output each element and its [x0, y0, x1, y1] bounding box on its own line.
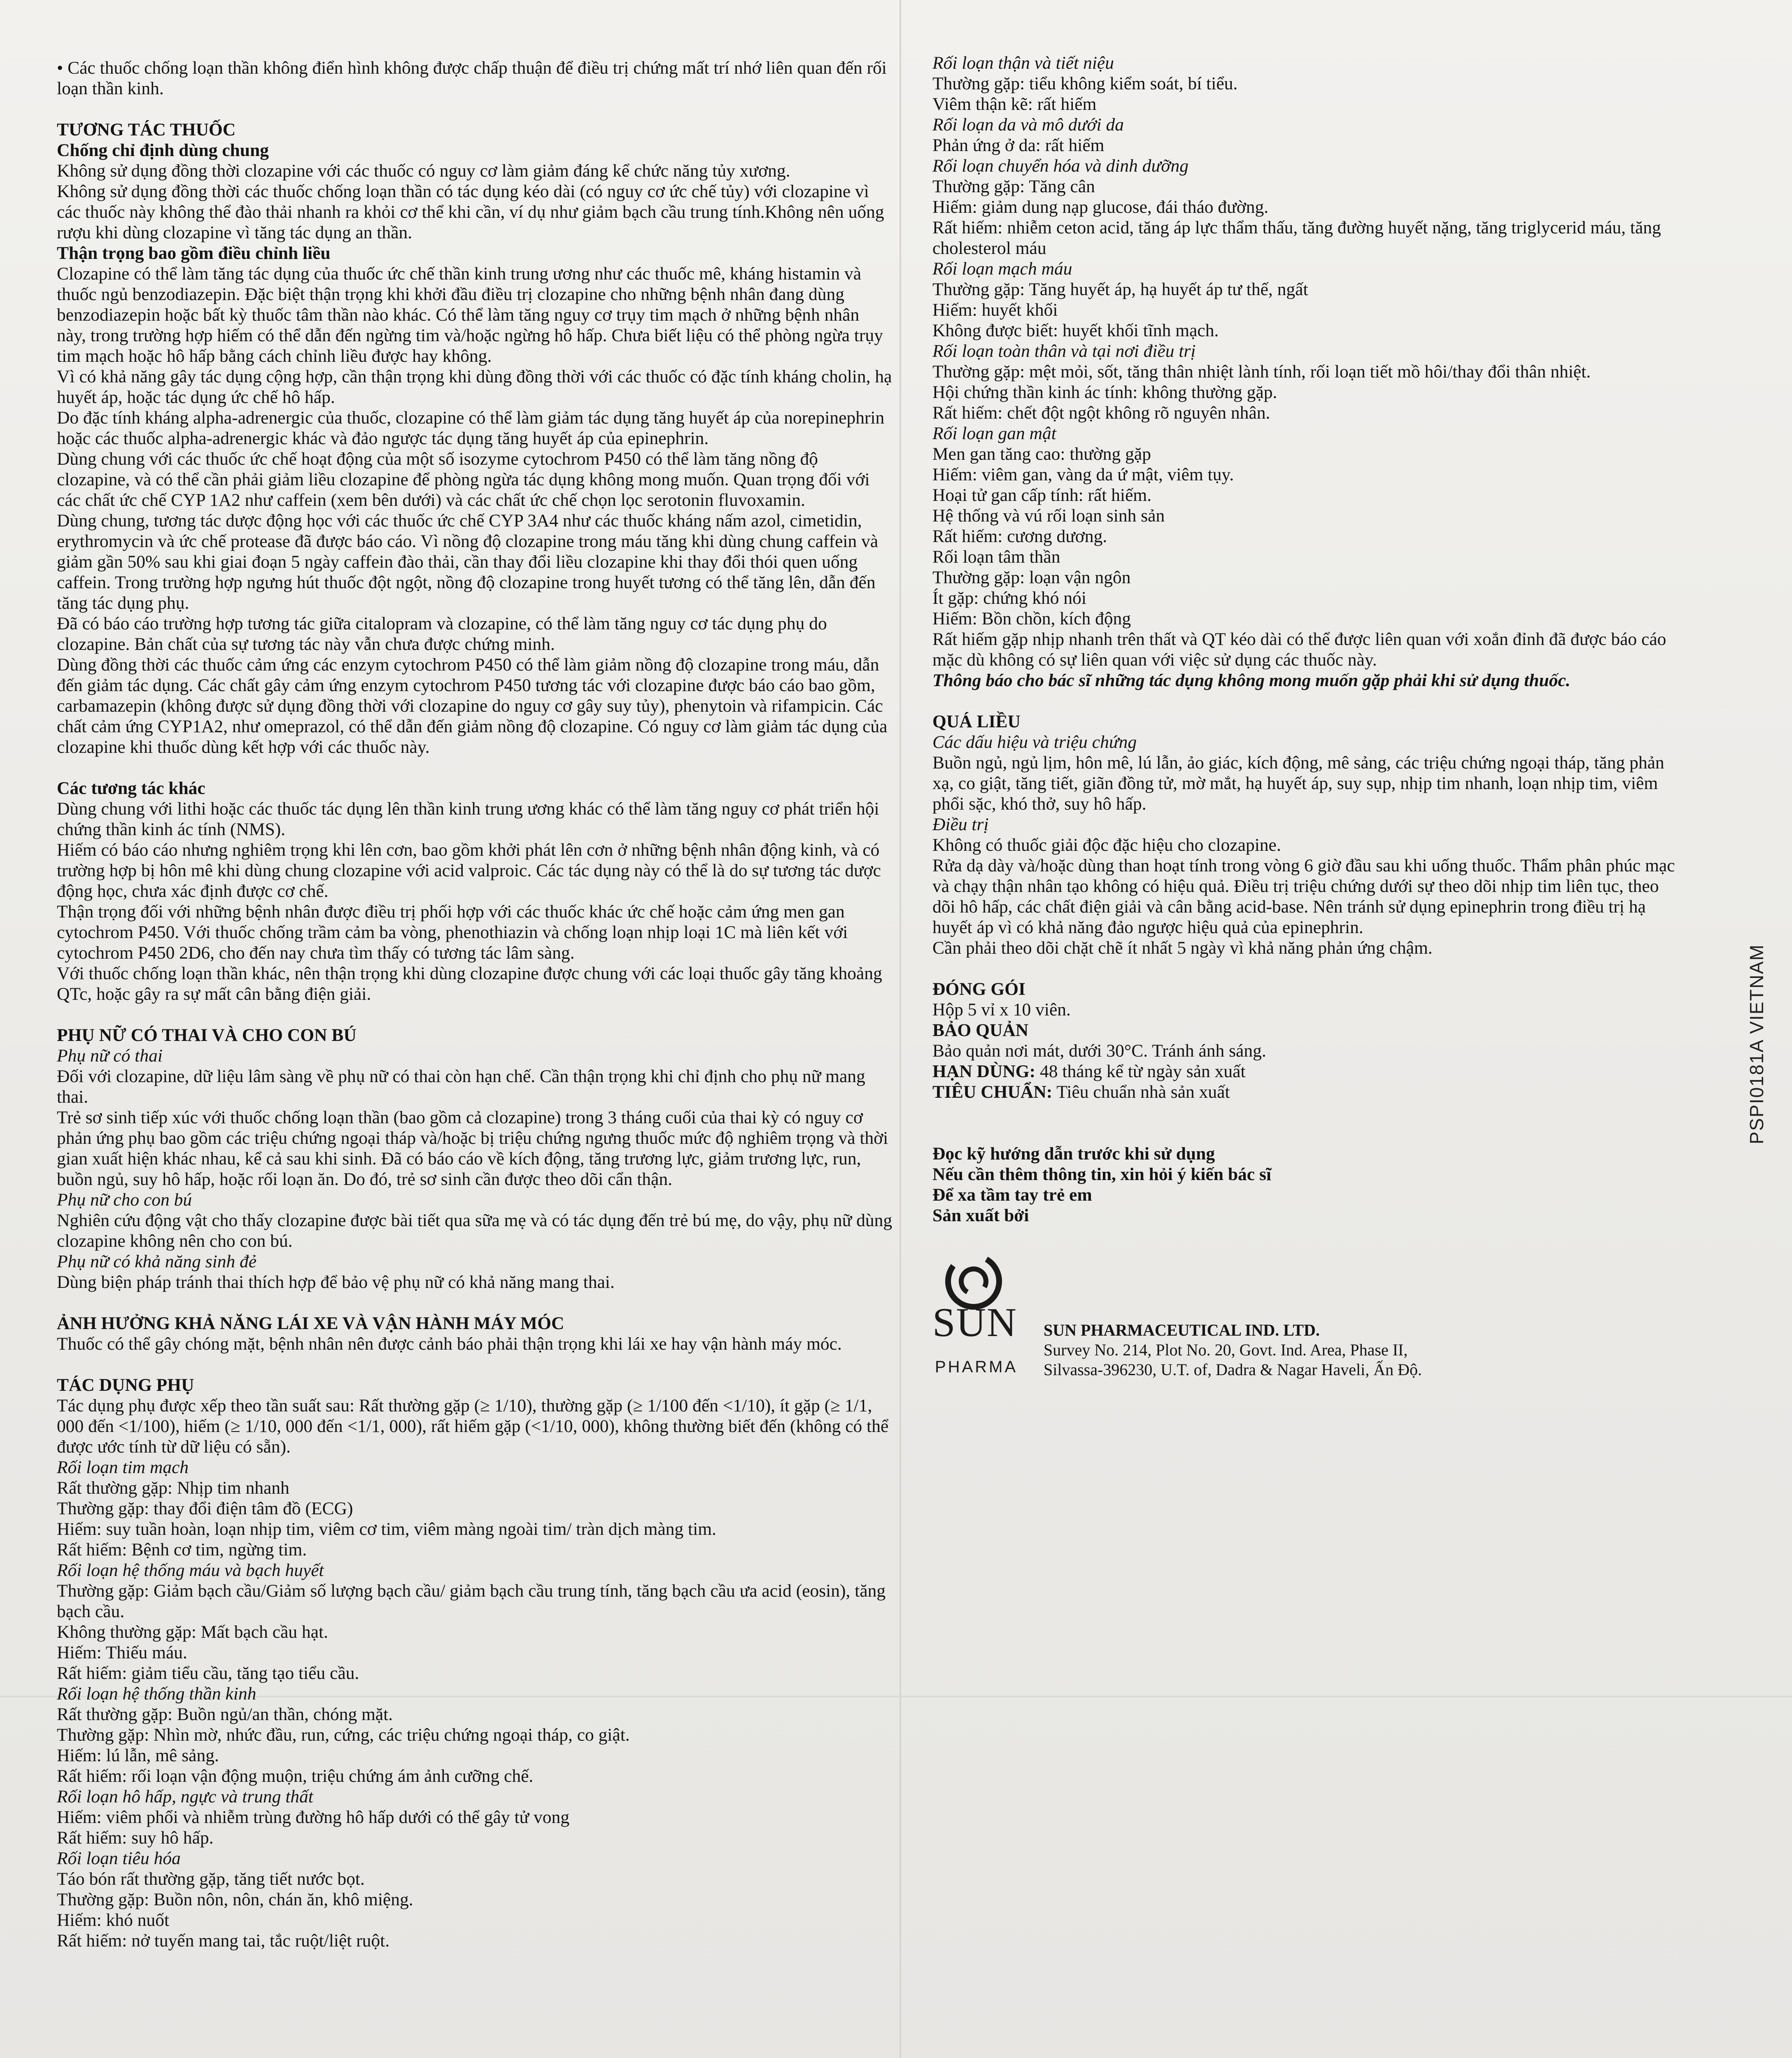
overdose-treatment-paragraph: Cần phải theo dõi chặt chẽ ít nhất 5 ngày vì khả năng phản ứng chậm.: [932, 938, 1433, 958]
warning-line: Đọc kỹ hướng dẫn trước khi sử dụng: [932, 1144, 1215, 1164]
overdose-treatment-paragraph: Không có thuốc giải độc đặc hiệu cho clozapine.: [932, 835, 1281, 855]
adverse-line: Không được biết: huyết khối tĩnh mạch.: [932, 321, 1219, 340]
standard-value: Tiêu chuẩn nhà sản xuất: [1052, 1082, 1230, 1102]
adverse-line: Hiếm: viêm phổi và nhiễm trùng đường hô hấp dưới có thể gây tử vong: [57, 1807, 570, 1827]
adverse-line: Hiếm: khó nuốt: [57, 1910, 170, 1930]
other-interactions-paragraph: Thận trọng đối với những bệnh nhân được điều trị phối hợp với các thuốc khác ức chế hoặc cảm ứng men gan cytochrom P450. Với thuốc chống trầm cảm ba vòng, phenothiazin và chống loạn nhịp loại 1C mà liên kết với cytochrom P450 2D6, cho đến nay chưa tìm thấy có tương tác lâm sàng.: [57, 902, 848, 963]
neuro-heading: Rối loạn hệ thống thần kinh: [57, 1684, 256, 1704]
company-name: SUN PHARMACEUTICAL IND. LTD.: [1044, 1321, 1320, 1339]
overdose-treatment-heading: Điều trị: [932, 815, 989, 834]
adverse-line: Hội chứng thần kinh ác tính: không thường gặp.: [932, 382, 1277, 402]
overdose-treatment-paragraph: Rửa dạ dày và/hoặc dùng than hoạt tính trong vòng 6 giờ đầu sau khi uống thuốc. Thẩm phân phúc mạc và chạy thận nhân tạo không có hiệu quả. Điều trị triệu chứng dưới sự theo dõi nhịp tim liên tục, theo dõi hô hấp, các chất điện giải và cân bằng acid-base. Nên tránh sử dụng epinephrin trong điều trị hạ huyết áp vì có khả năng đảo ngược hiệu quả của epinephrin.: [932, 856, 1675, 937]
adverse-line: Thường gặp: mệt mỏi, sốt, tăng thân nhiệt lành tính, rối loạn tiết mồ hôi/thay đổi thân nhiệt.: [932, 362, 1591, 382]
metabolism-heading: Rối loạn chuyển hóa và dinh dưỡng: [932, 156, 1188, 176]
shelf-life-line: [932, 1061, 1686, 1082]
overdose-signs-paragraph: Buồn ngủ, ngủ lịm, hôn mê, lú lẫn, ảo giác, kích động, mê sảng, các triệu chứng ngoại tháp, tăng phản xạ, co giật, tăng tiết, giãn đồng tử, mờ mắt, hạ huyết áp, suy sụp, nhịp tim nhanh, loạn nhịp tim, viêm phổi sặc, khó thở, suy hô hấp.: [932, 753, 1664, 814]
driving-paragraph: Thuốc có thể gây chóng mặt, bệnh nhân nên được cảnh báo phải thận trọng khi lái xe hay vận hành máy móc.: [57, 1334, 842, 1354]
adverse-line: Rất hiếm: cương dương.: [932, 526, 1107, 546]
lactation-paragraph: Nghiên cứu động vật cho thấy clozapine được bài tiết qua sữa mẹ và có tác dụng đến trẻ bú mẹ, do vậy, phụ nữ dùng clozapine không nên cho con bú.: [57, 1211, 893, 1251]
other-interactions-paragraph: Dùng chung với lithi hoặc các thuốc tác dụng lên thần kinh trung ương khác có thể làm tăng nguy cơ phát triển hội chứng thần kinh ác tính (NMS).: [57, 799, 879, 839]
logo-sun-text: SUN: [932, 1299, 1018, 1345]
adverse-line: Hiếm: Thiếu máu.: [57, 1643, 187, 1662]
adverse-line: Rất hiếm: Bệnh cơ tim, ngừng tim.: [57, 1540, 307, 1560]
caution-heading: Thận trọng bao gồm điều chỉnh liều: [57, 243, 331, 263]
overdose-signs-heading: Các dấu hiệu và triệu chứng: [932, 732, 1137, 752]
adverse-line: Hiếm: Bồn chồn, kích động: [932, 609, 1131, 629]
adverse-line: Thường gặp: loạn vận ngôn: [932, 568, 1131, 587]
fertility-heading: Phụ nữ có khả năng sinh đẻ: [57, 1252, 257, 1271]
adverse-line: Thường gặp: Tăng cân: [932, 177, 1095, 196]
gi-heading: Rối loạn tiêu hóa: [57, 1848, 181, 1868]
interactions-heading: TƯƠNG TÁC THUỐC: [57, 120, 236, 140]
adverse-line: Ít gặp: chứng khó nói: [932, 588, 1086, 608]
warning-line: Để xa tầm tay trẻ em: [932, 1185, 1092, 1205]
left-column: [57, 58, 893, 1951]
other-interactions-paragraph: Với thuốc chống loạn thần khác, nên thận trọng khi dùng clozapine được chung với các loại thuốc gây tăng khoảng QTc, hoặc gây ra sự mất cân bằng điện giải.: [57, 964, 882, 1004]
fold-line-vertical: [899, 0, 901, 2058]
company-details: [1044, 1320, 1661, 1380]
pregnancy-paragraph: Trẻ sơ sinh tiếp xúc với thuốc chống loạn thần (bao gồm cả clozapine) trong 3 tháng cuối của thai kỳ có nguy cơ phản ứng phụ bao gồm các triệu chứng ngoại tháp và/hoặc bị triệu chứng ngưng thuốc mức độ nghiêm trọng và thời gian xuất hiện khác nhau, kể cả sau khi sinh. Đã có báo cáo về kích động, tăng trương lực, giảm trương lực, run, buồn ngủ, suy hô hấp, hoặc rối loạn ăn. Do đó, trẻ sơ sinh cần được theo dõi cẩn thận.: [57, 1108, 888, 1189]
lactation-heading: Phụ nữ cho con bú: [57, 1190, 192, 1210]
adverse-line: Hiếm: lú lẫn, mê sảng.: [57, 1746, 219, 1765]
driving-heading: ẢNH HƯỞNG KHẢ NĂNG LÁI XE VÀ VẬN HÀNH MÁY MÓC: [57, 1313, 564, 1333]
storage-heading: BẢO QUẢN: [932, 1020, 1029, 1040]
caution-paragraph: Dùng chung với các thuốc ức chế hoạt động của một số isozyme cytochrom P450 có thể làm tăng nồng độ clozapine, và có thể cần phải giảm liều clozapine để phòng ngừa tác dụng không mong muốn. Quan trọng đối với các chất ức chế CYP 1A2 như caffein (xem bên dưới) và các chất ức chế chọn lọc serotonin fluvoxamin.: [57, 449, 870, 510]
caution-paragraph: Vì có khả năng gây tác dụng cộng hợp, cần thận trọng khi dùng đồng thời với các thuốc có đặc tính kháng cholin, hạ huyết áp, hoặc tác dụng ức chế hô hấp.: [57, 367, 892, 407]
warning-line: Sản xuất bởi: [932, 1206, 1029, 1225]
pregnant-women-heading: Phụ nữ có thai: [57, 1046, 163, 1066]
adverse-line: Viêm thận kẽ: rất hiếm: [932, 94, 1097, 114]
caution-paragraph: Dùng chung, tương tác dược động học với các thuốc ức chế CYP 3A4 như các thuốc kháng nấm azol, cimetidin, erythromycin và ức chế protease đã được báo cáo. Vì nồng độ clozapine trong máu tăng khi dùng chung caffein và giảm gần 50% sau khi giai đoạn 5 ngày caffein đào thải, cần thay đổi liều clozapine khi thay đổi thói quen uống caffein. Trong trường hợp ngưng hút thuốc đột ngột, nồng độ clozapine trong huyết tương có thể tăng lên, dẫn đến tăng tác dụng phụ.: [57, 511, 879, 613]
adverse-line: Rối loạn tâm thần: [932, 547, 1060, 567]
blood-heading: Rối loạn hệ thống máu và bạch huyết: [57, 1560, 324, 1580]
adverse-line: Hoại tử gan cấp tính: rất hiếm.: [932, 485, 1152, 505]
adverse-line: Thường gặp: tiểu không kiểm soát, bí tiểu.: [932, 74, 1238, 93]
packaging-text: Hộp 5 vỉ x 10 viên.: [932, 1000, 1071, 1020]
adverse-line: Rất hiếm gặp nhịp nhanh trên thất và QT kéo dài có thể được liên quan với xoắn đỉnh đã được báo cáo mặc dù không có sự liên quan với việc sử dụng các thuốc này.: [932, 629, 1666, 670]
other-interactions-heading: Các tương tác khác: [57, 778, 205, 798]
adverse-line: Phản ứng ở da: rất hiếm: [932, 135, 1105, 155]
contraindication-paragraph: Không sử dụng đồng thời các thuốc chống loạn thần có tác dụng kéo dài (có nguy cơ ức chế tủy) với clozapine vì các thuốc này không thể đào thải nhanh ra khỏi cơ thể khi cần, ví dụ như giảm bạch cầu trung tính.Không nên uống rượu khi dùng clozapine vì tăng tác dụng an thần.: [57, 182, 884, 242]
adverse-line: Táo bón rất thường gặp, tăng tiết nước bọt.: [57, 1869, 365, 1889]
adverse-line: Thường gặp: Tăng huyết áp, hạ huyết áp tư thế, ngất: [932, 279, 1308, 299]
adverse-line: Rất hiếm: chết đột ngột không rõ nguyên nhân.: [932, 403, 1270, 423]
adverse-line: Rất thường gặp: Buồn ngủ/an thần, chóng mặt.: [57, 1704, 393, 1724]
renal-heading: Rối loạn thận và tiết niệu: [932, 53, 1114, 73]
caution-paragraph: Do đặc tính kháng alpha-adrenergic của thuốc, clozapine có thể làm giảm tác dụng tăng huyết áp của norepinephrin hoặc các thuốc alpha-adrenergic khác và đảo ngược tác dụng tăng huyết áp của epinephrin.: [57, 408, 885, 448]
storage-text: Bảo quản nơi mát, dưới 30°C. Tránh ánh sáng.: [932, 1041, 1266, 1061]
company-address: Silvassa-396230, U.T. of, Dadra & Nagar Haveli, Ấn Độ.: [1044, 1360, 1422, 1379]
fertility-paragraph: Dùng biện pháp tránh thai thích hợp để bảo vệ phụ nữ có khả năng mang thai.: [57, 1272, 615, 1292]
skin-heading: Rối loạn da và mô dưới da: [932, 115, 1124, 135]
adverse-line: Rất hiếm: rối loạn vận động muộn, triệu chứng ám ảnh cưỡng chế.: [57, 1766, 534, 1786]
intro-bullet: • Các thuốc chống loạn thần không điển hình không được chấp thuận để điều trị chứng mất trí nhớ liên quan đến rối loạn thần kinh.: [57, 58, 887, 98]
adverse-line: Thường gặp: Buồn nôn, nôn, chán ăn, khô miệng.: [57, 1890, 413, 1909]
adverse-line: Men gan tăng cao: thường gặp: [932, 444, 1151, 464]
adverse-line: Hiếm: huyết khối: [932, 300, 1058, 320]
manufacturer-block: [932, 1250, 1686, 1386]
vascular-heading: Rối loạn mạch máu: [932, 259, 1072, 279]
caution-paragraph: Dùng đồng thời các thuốc cảm ứng các enzym cytochrom P450 có thể làm giảm nồng độ clozapine trong máu, dẫn đến giảm tác dụng. Các chất gây cảm ứng enzym cytochrom P450 tương tác với clozapine được báo cáo bao gồm, carbamazepin (không được sử dụng đồng thời với clozapine do nguy cơ gây suy tủy), phenytoin và rifampicin. Các chất cảm ứng CYP1A2, như omeprazol, có thể dẫn đến giảm nồng độ clozapine. Có nguy cơ làm giảm tác dụng của clozapine khi thuốc dùng kết hợp với các thuốc này.: [57, 655, 888, 757]
caution-paragraph: Đã có báo cáo trường hợp tương tác giữa citalopram và clozapine, có thể làm tăng nguy cơ tác dụng phụ do clozapine. Bản chất của sự tương tác này vẫn chưa được chứng minh.: [57, 614, 827, 654]
adverse-line: Rất hiếm: giảm tiểu cầu, tăng tạo tiểu cầu.: [57, 1663, 359, 1683]
adverse-line: Thường gặp: Giảm bạch cầu/Giảm số lượng bạch cầu/ giảm bạch cầu trung tính, tăng bạch cầu ưa acid (eosin), tăng bạch cầu.: [57, 1581, 886, 1621]
adverse-line: Rất hiếm: nhiễm ceton acid, tăng áp lực thẩm thấu, tăng đường huyết nặng, tăng triglycerid máu, tăng cholesterol máu: [932, 218, 1661, 258]
logo-pharma-text: PHARMA: [935, 1358, 1018, 1376]
overdose-heading: QUÁ LIỀU: [932, 712, 1021, 731]
report-notice: Thông báo cho bác sĩ những tác dụng không mong muốn gặp phải khi sử dụng thuốc.: [932, 670, 1571, 690]
other-interactions-paragraph: Hiếm có báo cáo nhưng nghiêm trọng khi lên cơn, bao gồm khởi phát lên cơn ở những bệnh nhân động kinh, và có trường hợp bị hôn mê khi dùng chung clozapine với acid valproic. Các tác dụng này có thể là do sự tương tác dược động học, chưa xác định được cơ chế.: [57, 840, 881, 901]
adverse-line: Không thường gặp: Mất bạch cầu hạt.: [57, 1622, 329, 1642]
adverse-line: Thường gặp: thay đổi điện tâm đồ (ECG): [57, 1499, 353, 1518]
adverse-line: Hệ thống và vú rối loạn sinh sản: [932, 506, 1165, 526]
adverse-line: Rất hiếm: nở tuyến mang tai, tắc ruột/liệt ruột.: [57, 1931, 390, 1951]
cardiac-heading: Rối loạn tim mạch: [57, 1457, 189, 1477]
general-heading: Rối loạn toàn thân và tại nơi điều trị: [932, 341, 1196, 361]
contraindication-heading: Chống chỉ định dùng chung: [57, 140, 269, 160]
packaging-heading: ĐÓNG GÓI: [932, 979, 1025, 999]
liver-heading: Rối loạn gan mật: [932, 424, 1056, 443]
shelf-life-value: 48 tháng kể từ ngày sản xuất: [1035, 1062, 1246, 1081]
adverse-line: Hiếm: viêm gan, vàng da ứ mật, viêm tụy.: [932, 465, 1234, 484]
pregnancy-heading: PHỤ NỮ CÓ THAI VÀ CHO CON BÚ: [57, 1025, 357, 1045]
adverse-line: Hiếm: giảm dung nạp glucose, đái tháo đường.: [932, 197, 1269, 217]
adverse-line: Hiếm: suy tuần hoàn, loạn nhịp tim, viêm cơ tim, viêm màng ngoài tim/ tràn dịch màng tim.: [57, 1519, 717, 1539]
adverse-effects-heading: TÁC DỤNG PHỤ: [57, 1375, 194, 1395]
adverse-line: Rất hiếm: suy hô hấp.: [57, 1828, 214, 1848]
right-column: [932, 53, 1686, 1386]
adverse-line: Thường gặp: Nhìn mờ, nhức đầu, run, cứng, các triệu chứng ngoại tháp, co giật.: [57, 1725, 630, 1745]
warning-line: Nếu cần thêm thông tin, xin hỏi ý kiến bác sĩ: [932, 1164, 1271, 1184]
side-product-code: PSPI0181A VIETNAM: [1746, 944, 1767, 1144]
caution-paragraph: Clozapine có thể làm tăng tác dụng của thuốc ức chế thần kinh trung ương như các thuốc mê, kháng histamin và thuốc ngủ benzodiazepin. Đặc biệt thận trọng khi khởi đầu điều trị clozapine cho những bệnh nhân đang dùng benzodiazepin hoặc bất kỳ thuốc tâm thần nào khác. Có thể làm tăng nguy cơ trụy tim mạch ở những bệnh nhân này, trong trường hợp hiếm có thể dẫn đến ngừng tim và/hoặc ngừng hô hấp. Chưa biết liệu có thể phòng ngừa trụy tim mạch hoặc hô hấp bằng cách chỉnh liều được hay không.: [57, 264, 883, 366]
adverse-line: Rất thường gặp: Nhịp tim nhanh: [57, 1478, 289, 1498]
pregnancy-paragraph: Đối với clozapine, dữ liệu lâm sàng về phụ nữ có thai còn hạn chế. Cần thận trọng khi chỉ định cho phụ nữ mang thai.: [57, 1066, 865, 1107]
standard-line: [932, 1082, 1686, 1102]
company-address: Survey No. 214, Plot No. 20, Govt. Ind. Area, Phase II,: [1044, 1341, 1408, 1359]
standard-label: TIÊU CHUẨN:: [932, 1082, 1053, 1102]
shelf-life-label: HẠN DÙNG:: [932, 1062, 1036, 1081]
contraindication-paragraph: Không sử dụng đồng thời clozapine với các thuốc có nguy cơ làm giảm đáng kể chức năng tủy xương.: [57, 161, 790, 181]
respiratory-heading: Rối loạn hô hấp, ngực và trung thất: [57, 1787, 314, 1807]
adverse-effects-intro: Tác dụng phụ được xếp theo tần suất sau: Rất thường gặp (≥ 1/10), thường gặp (≥ 1/100 đến <1/10), ít gặp (≥ 1/1, 000 đến <1/100), hiếm (≥ 1/10, 000 đến <1/1, 000), rất hiếm gặp (<1/10, 000), không thường biết đến (không có thể được ước tính từ dữ liệu có sẵn).: [57, 1396, 889, 1457]
